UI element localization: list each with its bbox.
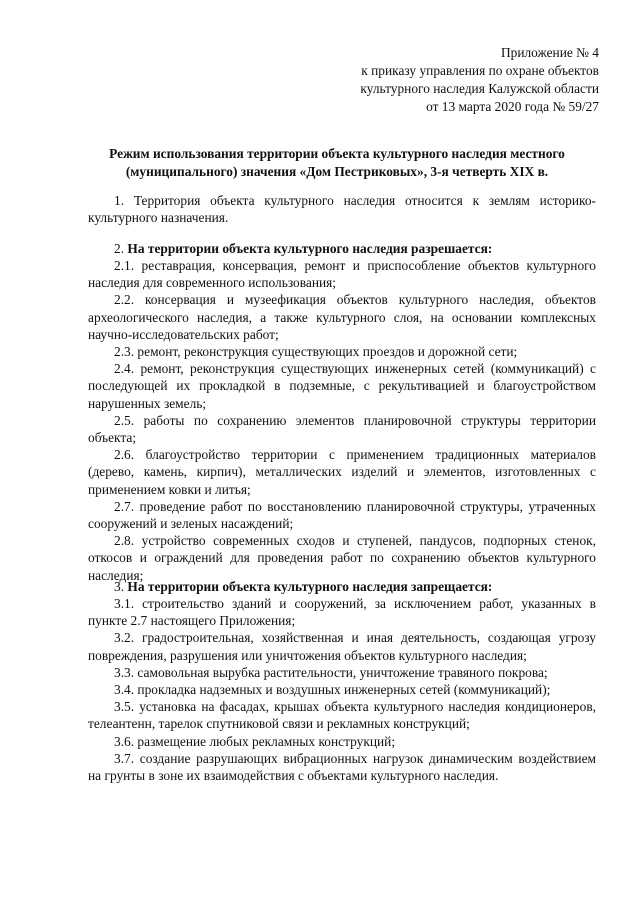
- list-item: 3.1. строительство зданий и сооружений, за исключением работ, указанных в пункте 2.7 настоящего Приложения;: [88, 596, 596, 629]
- appendix-authority: культурного наследия Калужской области: [360, 81, 599, 96]
- list-item: 2.2. консервация и музеефикация объектов культурного наследия, объектов археологического наследия, а также культурного слоя, на основании комплексных научно-исследовательских работ;: [88, 292, 596, 342]
- list-item: 2.6. благоустройство территории с применением традиционных материалов (дерево, камень, кирпич), металлических изделий и элементов, изготовленных с применением ковки и литья;: [88, 447, 596, 497]
- list-item: 2.7. проведение работ по восстановлению планировочной структуры, утраченных сооружений и зеленых насаждений;: [88, 498, 596, 532]
- appendix-number: Приложение № 4: [500, 45, 599, 60]
- list-item: 2.3. ремонт, реконструкция существующих проездов и дорожной сети;: [114, 344, 518, 360]
- list-item: 3.7. создание разрушающих вибрационных нагрузок динамическим воздействием на грунты в зоне их взаимодействия с объектами культурного наследия.: [88, 750, 596, 784]
- appendix-header: [360, 44, 599, 116]
- title-line-2: (муниципального) значения «Дом Пестриковых», 3-я четверть XIX в.: [125, 164, 549, 179]
- section-2-heading-text: На территории объекта культурного наследия разрешается:: [127, 241, 493, 256]
- section-3-number: 3.: [114, 579, 125, 594]
- section-2-items: [88, 257, 596, 584]
- list-item: 2.5. работы по сохранению элементов планировочной структуры территории объекта;: [88, 412, 596, 446]
- document-title: [92, 145, 582, 181]
- appendix-order-ref: к приказу управления по охране объектов: [361, 63, 599, 78]
- list-item: 3.4. прокладка надземных и воздушных инженерных сетей (коммуникаций);: [114, 682, 551, 698]
- list-item: 3.2. градостроительная, хозяйственная и иная деятельность, создающая угрозу повреждения, разрушения или уничтожения объектов культурного наследия;: [88, 630, 596, 663]
- list-item: 3.6. размещение любых рекламных конструкций;: [114, 733, 396, 749]
- section-3-heading: [114, 578, 492, 595]
- section-1-text: 1. Территория объекта культурного наследия относится к землям историко-культурного назначения.: [88, 193, 596, 226]
- title-line-1: Режим использования территории объекта культурного наследия местного: [109, 146, 565, 161]
- list-item: 2.1. реставрация, консервация, ремонт и приспособление объектов культурного наследия для современного использования;: [88, 258, 596, 291]
- section-1: [88, 192, 596, 226]
- section-2-number: 2.: [114, 241, 125, 256]
- list-item: 2.4. ремонт, реконструкция существующих инженерных сетей (коммуникаций) с последующей их прокладкой в подземные, с рекультивацией и благоустройством нарушенных земель;: [88, 361, 596, 411]
- list-item: 3.5. установка на фасадах, крышах объекта культурного наследия кондиционеров, телеантенн, тарелок спутниковой связи и рекламных конструкций;: [88, 699, 596, 732]
- appendix-date: от 13 марта 2020 года № 59/27: [426, 99, 599, 114]
- list-item: 3.3. самовольная вырубка растительности, уничтожение травяного покрова;: [114, 664, 548, 680]
- section-2-heading: [114, 240, 492, 257]
- list-item: 2.8. устройство современных сходов и ступеней, пандусов, подпорных стенок, откосов и ограждений для проведения работ по сохранению объектов культурного наследия;: [88, 533, 596, 583]
- section-3-items: [88, 595, 596, 784]
- section-3-heading-text: На территории объекта культурного наследия запрещается:: [127, 579, 493, 594]
